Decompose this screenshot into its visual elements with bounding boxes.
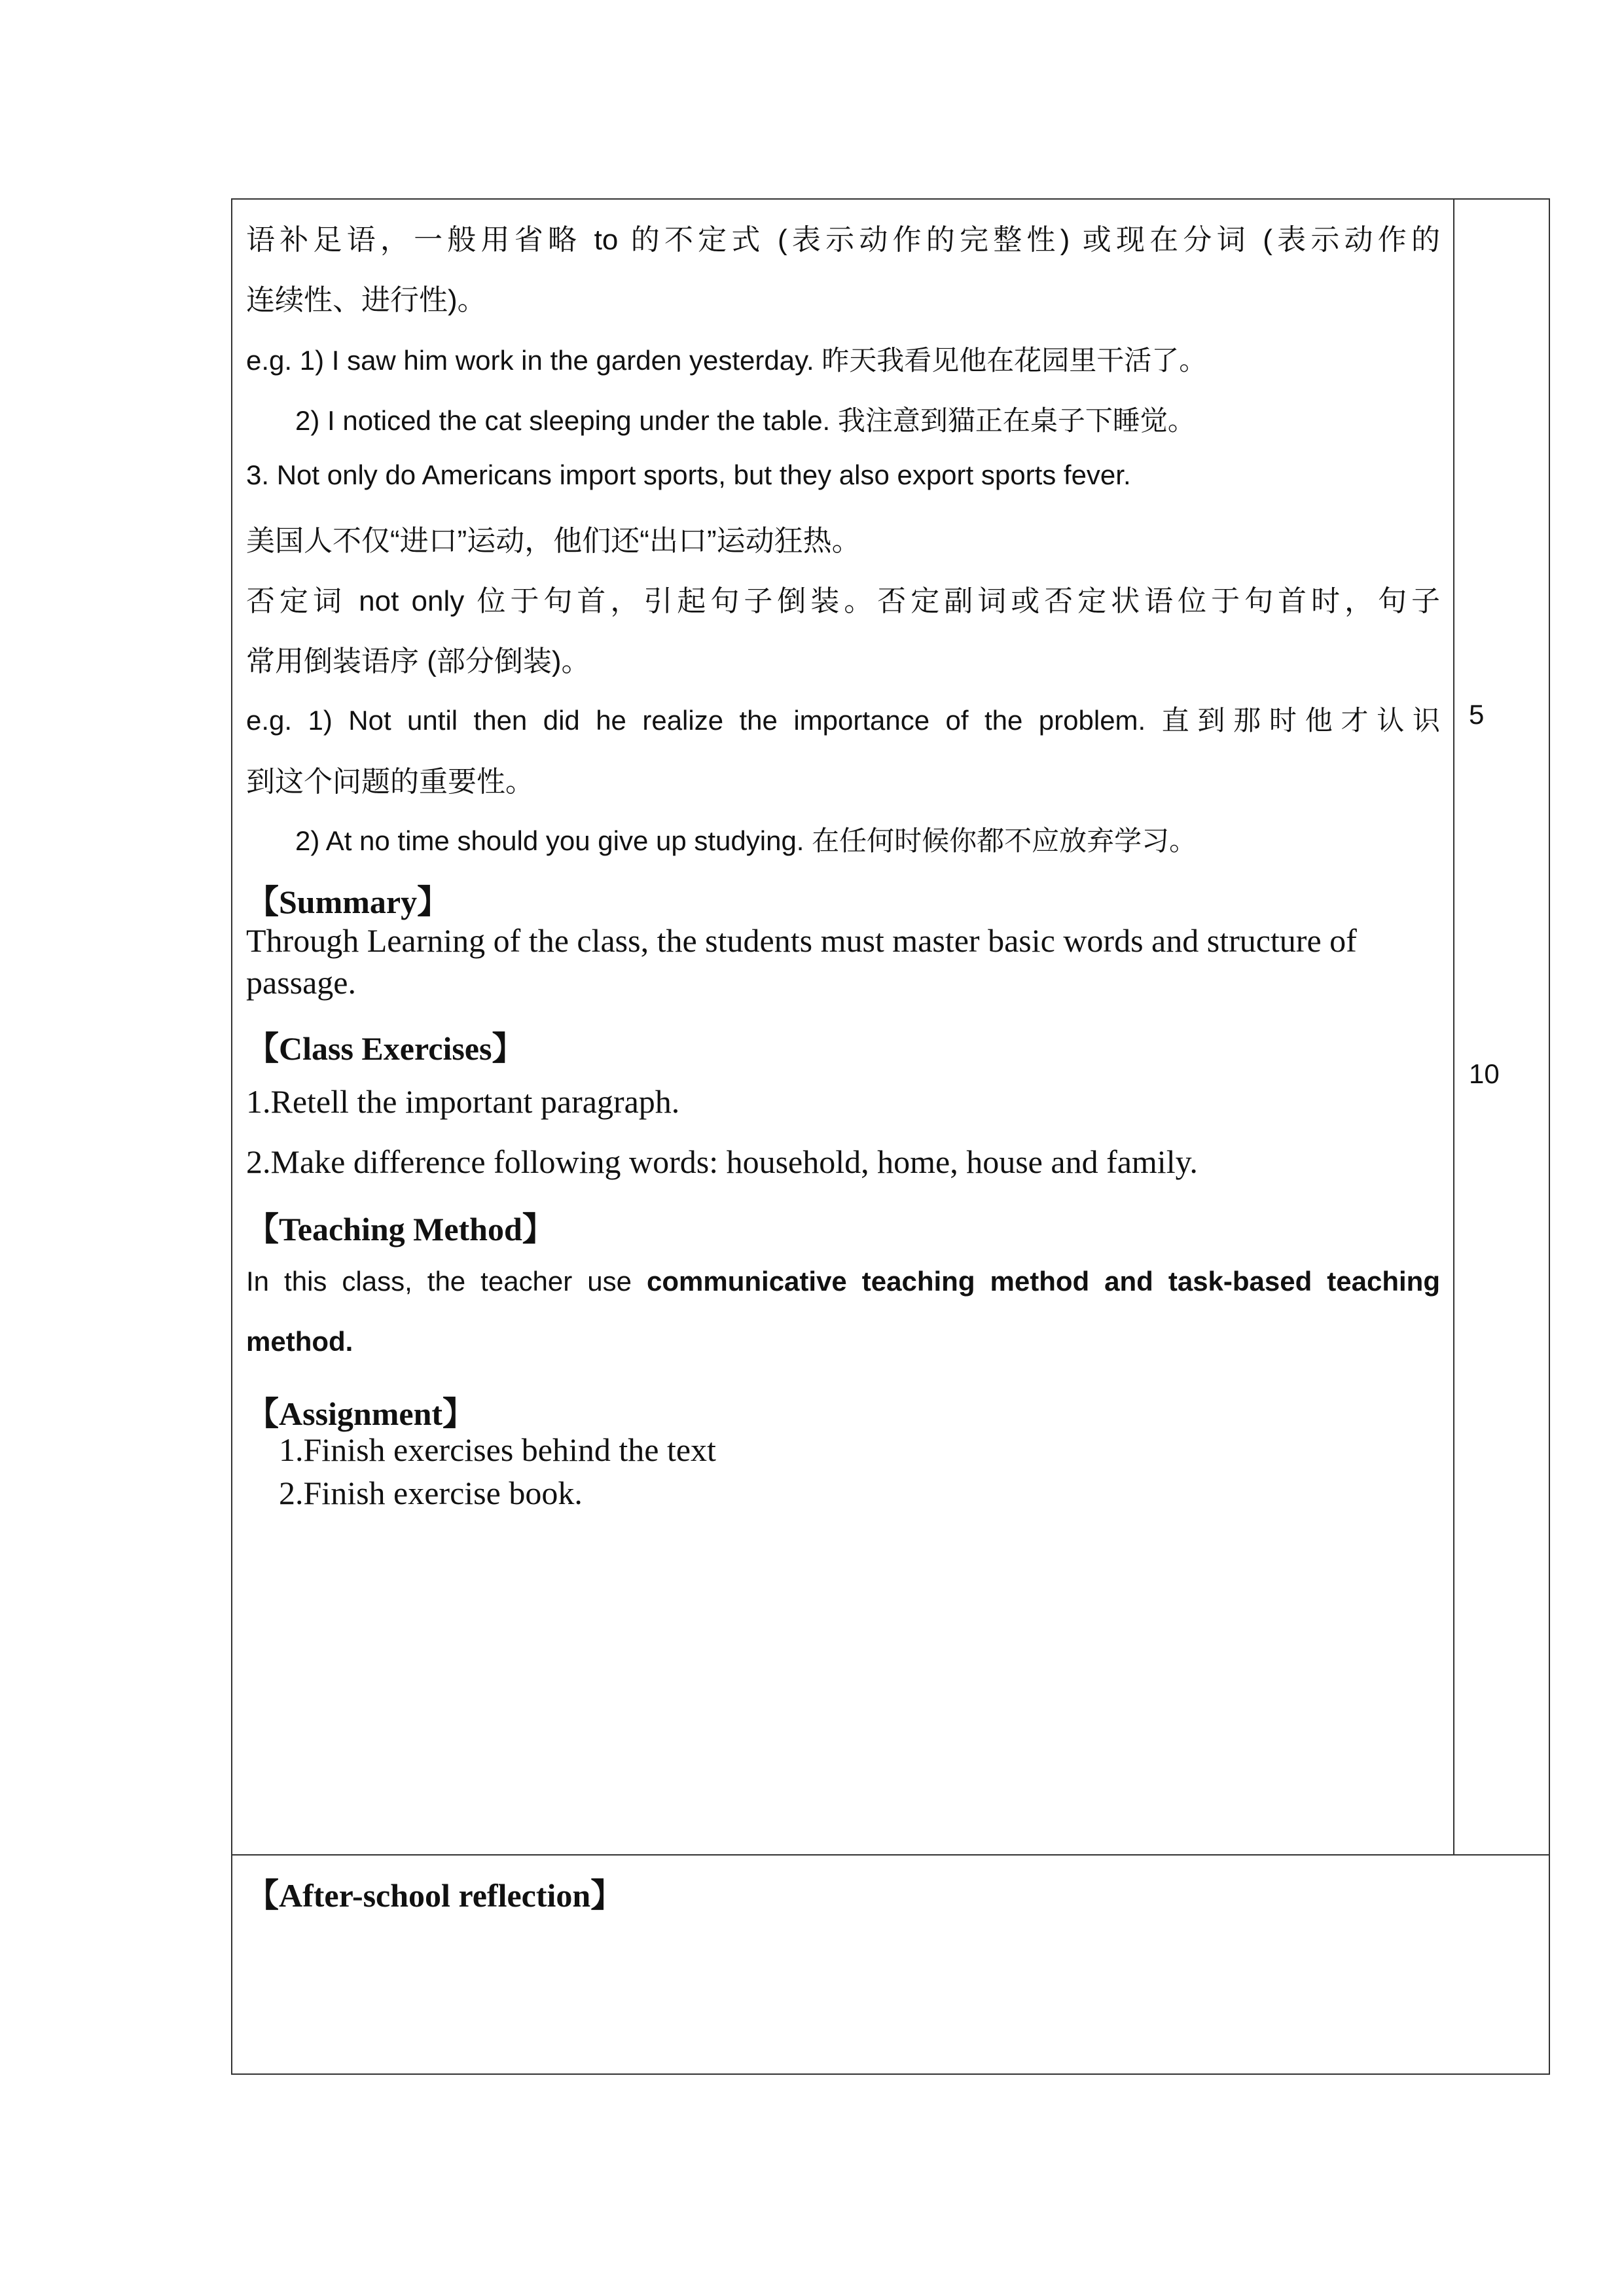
column-divider <box>1453 198 1454 1856</box>
assignment-item-1: 1.Finish exercises behind the text <box>279 1431 716 1468</box>
method-text <box>246 1266 1440 1297</box>
example-2: 2) I noticed the cat sleeping under the table. 我注意到猫正在桌子下睡觉。 <box>295 405 1195 436</box>
example-3-line-2: 到这个问题的重要性。 <box>246 766 534 798</box>
exercise-item-1: 1.Retell the important paragraph. <box>246 1083 680 1120</box>
grammar-line-2: 连续性、进行性)。 <box>246 284 486 316</box>
summary-heading: 【Summary】 <box>246 884 450 920</box>
exercise-item-2: 2.Make difference following words: household, home, house and family. <box>246 1143 1198 1180</box>
exercises-heading: 【Class Exercises】 <box>246 1030 525 1067</box>
method-heading: 【Teaching Method】 <box>246 1211 555 1247</box>
reflection-heading: 【After-school reflection】 <box>246 1877 624 1914</box>
minutes-5: 5 <box>1469 699 1485 730</box>
inversion-note-2: 常用倒装语序 (部分倒装)。 <box>246 645 590 677</box>
example-1: e.g. 1) I saw him work in the garden yesterday. 昨天我看见他在花园里干活了。 <box>246 345 1207 376</box>
method-text-bold: communicative teaching method and task-based teaching <box>647 1266 1440 1297</box>
example-4: 2) At no time should you give up studying. 在任何时候你都不应放弃学习。 <box>295 825 1197 856</box>
point-3-sentence: 3. Not only do Americans import sports, but they also export sports fever. <box>246 459 1131 490</box>
method-text-bold-2: method. <box>246 1326 353 1357</box>
assignment-item-2: 2.Finish exercise book. <box>279 1475 583 1511</box>
assignment-heading: 【Assignment】 <box>246 1395 476 1432</box>
summary-line-2: passage. <box>246 964 356 1001</box>
summary-line-1: Through Learning of the class, the students must master basic words and structure of <box>246 922 1357 959</box>
method-text-plain: In this class, the teacher use <box>246 1266 647 1297</box>
minutes-10: 10 <box>1469 1058 1500 1089</box>
inversion-note-1: 否定词 not only 位于句首，引起句子倒装。否定副词或否定状语位于句首时，句子 <box>246 585 1440 617</box>
example-3-line-1: e.g. 1) Not until then did he realize the importance of the problem. 直到那时他才认识 <box>246 705 1440 736</box>
row-divider <box>231 1854 1550 1856</box>
grammar-line-1: 语补足语，一般用省略 to 的不定式 (表示动作的完整性) 或现在分词 (表示动作的 <box>246 224 1440 256</box>
point-3-translation: 美国人不仅“进口”运动，他们还“出口”运动狂热。 <box>246 525 861 557</box>
